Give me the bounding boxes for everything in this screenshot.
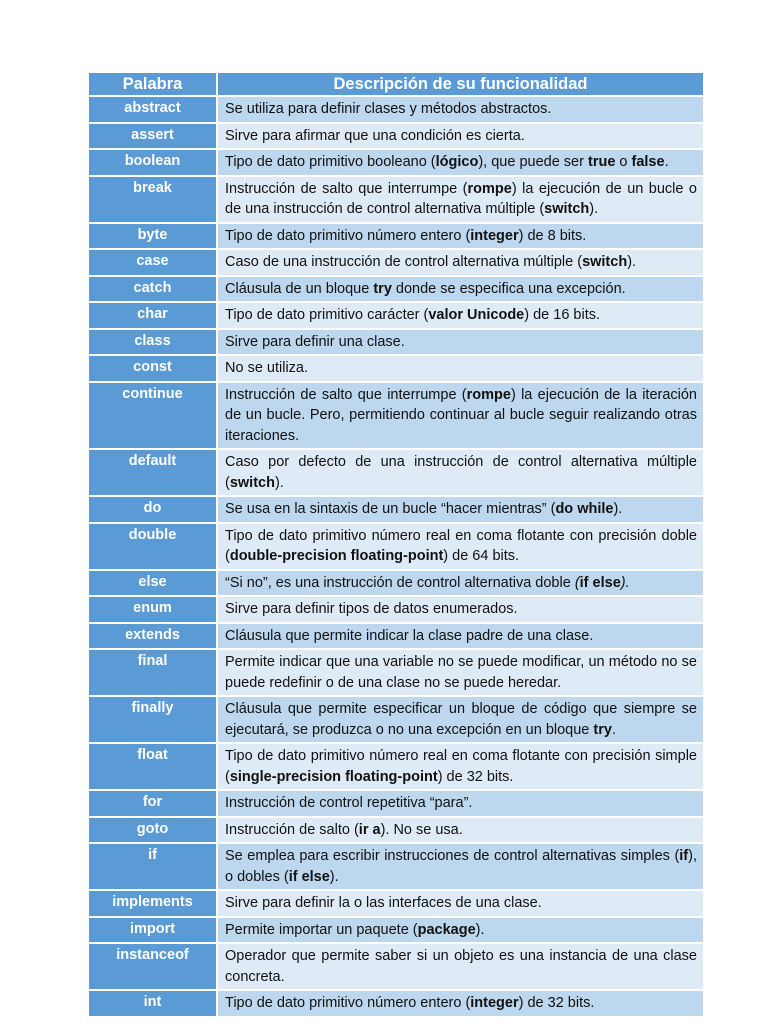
description-text: Permite importar un paquete ( [225, 921, 418, 938]
description-text: Tipo de dato primitivo número real en coma flotante con precisión simple ( [225, 748, 697, 785]
keyword-cell: enum [89, 596, 217, 623]
description-italic: ( [574, 574, 580, 591]
table-row [89, 96, 703, 123]
description-cell [217, 355, 703, 382]
table-row [89, 382, 703, 450]
description-text: ) de 64 bits. [443, 548, 520, 564]
table-row [89, 623, 703, 650]
description-emphasis: do while [555, 501, 614, 517]
description-text: . [611, 721, 616, 738]
description-text: ) de 16 bits. [524, 307, 601, 323]
description-text: Tipo de dato primitivo número entero ( [225, 995, 471, 1011]
description-text: ). [274, 474, 284, 491]
description-cell [217, 302, 703, 329]
description-cell [217, 990, 703, 1017]
description-text: Caso por defecto de una instrucción de control alternativa múltiple ( [225, 454, 697, 491]
table-row [89, 943, 703, 990]
description-cell [217, 382, 703, 450]
description-cell [217, 276, 703, 303]
keyword-cell: if [89, 843, 217, 890]
keyword-cell: case [89, 249, 217, 276]
description-text: Cláusula que permite indicar la clase padre de una clase. [225, 627, 594, 644]
description-text: ). No se usa. [380, 821, 463, 838]
description-emphasis: package [417, 921, 476, 938]
table-row [89, 649, 703, 696]
description-cell [217, 623, 703, 650]
description-cell [217, 817, 703, 844]
keyword-cell: default [89, 449, 217, 496]
keyword-cell: catch [89, 276, 217, 303]
description-text: ). [475, 921, 485, 938]
description-text: ) de 32 bits. [518, 995, 595, 1011]
keyword-cell: do [89, 496, 217, 523]
description-cell [217, 649, 703, 696]
description-cell [217, 596, 703, 623]
description-text: Tipo de dato primitivo número real en coma flotante con precisión doble ( [225, 527, 697, 564]
description-cell [217, 449, 703, 496]
description-cell [217, 149, 703, 176]
description-text: Instrucción de salto ( [225, 821, 359, 838]
description-emphasis: rompe [466, 386, 511, 403]
keyword-cell: boolean [89, 149, 217, 176]
description-text: Se utiliza para definir clases y métodos abstractos. [225, 101, 552, 117]
description-emphasis: integer [470, 995, 519, 1011]
description-italic: ). [620, 574, 630, 591]
java-keywords-table [89, 73, 703, 1018]
keyword-cell: continue [89, 382, 217, 450]
description-cell [217, 329, 703, 356]
description-text: Cláusula que permite especificar un bloque de código que siempre se ejecutará, se produzca o no una excepción en un bloque [225, 701, 697, 738]
description-text: Sirve para definir una clase. [225, 333, 405, 350]
description-emphasis: try [373, 280, 392, 297]
table-row [89, 329, 703, 356]
table-row [89, 696, 703, 743]
description-text: “Si no”, es una instrucción de control alternativa doble [225, 574, 575, 591]
description-text: Sirve para definir tipos de datos enumerados. [225, 601, 518, 617]
description-emphasis: switch [582, 254, 628, 270]
keyword-cell: else [89, 570, 217, 597]
description-emphasis: single-precision floating-point [229, 768, 438, 785]
table-row [89, 790, 703, 817]
description-emphasis: rompe [467, 180, 512, 197]
description-text: o [615, 154, 632, 170]
description-cell [217, 96, 703, 123]
table-row [89, 743, 703, 790]
keyword-cell: const [89, 355, 217, 382]
description-text: ) de 8 bits. [518, 227, 587, 244]
description-text: . [664, 154, 669, 170]
table-header-row [89, 73, 703, 96]
description-cell [217, 523, 703, 570]
description-text: ), o dobles ( [225, 848, 697, 885]
table-row [89, 596, 703, 623]
description-text: Se emplea para escribir instrucciones de control alternativas simples ( [225, 848, 680, 864]
description-emphasis: double-precision floating-point [229, 548, 444, 564]
description-text: Tipo de dato primitivo número entero ( [225, 227, 471, 244]
description-emphasis: if else [288, 868, 330, 885]
keyword-cell: finally [89, 696, 217, 743]
description-cell [217, 249, 703, 276]
description-text: Tipo de dato primitivo carácter ( [225, 307, 429, 323]
description-emphasis: lógico [435, 154, 479, 170]
column-header-keyword: Palabra [89, 73, 217, 96]
table-row [89, 843, 703, 890]
keyword-cell: assert [89, 123, 217, 150]
keyword-cell: goto [89, 817, 217, 844]
description-text: Cláusula de un bloque [225, 280, 374, 297]
description-cell [217, 176, 703, 223]
table-row [89, 176, 703, 223]
description-text: Se usa en la sintaxis de un bucle “hacer mientras” ( [225, 501, 556, 517]
keyword-cell: extends [89, 623, 217, 650]
keyword-cell: implements [89, 890, 217, 917]
description-text: ). [613, 501, 623, 517]
description-text: Permite indicar que una variable no se puede modificar, un método no se puede redefinir o de una clase no se puede heredar. [225, 654, 697, 691]
description-emphasis: integer [470, 227, 519, 244]
keyword-cell: float [89, 743, 217, 790]
description-cell [217, 496, 703, 523]
keyword-cell: char [89, 302, 217, 329]
description-text: Sirve para afirmar que una condición es cierta. [225, 127, 525, 144]
description-cell [217, 223, 703, 250]
description-emphasis: true [587, 154, 616, 170]
table-row [89, 223, 703, 250]
table-row [89, 496, 703, 523]
table-body [89, 96, 703, 1017]
description-text: ) de 32 bits. [437, 768, 514, 785]
description-emphasis: switch [229, 474, 275, 491]
column-header-description: Descripción de su funcionalidad [217, 73, 703, 96]
keyword-cell: class [89, 329, 217, 356]
description-text: Instrucción de salto que interrumpe ( [225, 180, 468, 197]
table-row [89, 449, 703, 496]
keyword-cell: byte [89, 223, 217, 250]
description-text: donde se especifica una excepción. [391, 280, 626, 297]
keyword-cell: for [89, 790, 217, 817]
description-emphasis: false [631, 154, 665, 170]
table-row [89, 249, 703, 276]
table-row [89, 917, 703, 944]
description-emphasis: try [593, 721, 612, 738]
keyword-cell: int [89, 990, 217, 1017]
keyword-cell: abstract [89, 96, 217, 123]
table-row [89, 302, 703, 329]
description-emphasis: valor Unicode [428, 307, 525, 323]
description-text: ) la ejecución de un bucle o de una instrucción de control alternativa múltiple ( [225, 180, 697, 217]
table-row [89, 523, 703, 570]
description-text: Instrucción de salto que interrumpe ( [225, 386, 467, 403]
description-text: ). [329, 868, 339, 885]
description-text: ). [589, 201, 599, 217]
description-emphasis: switch [544, 201, 590, 217]
description-cell [217, 917, 703, 944]
description-cell [217, 570, 703, 597]
keyword-cell: break [89, 176, 217, 223]
keyword-cell: double [89, 523, 217, 570]
description-text: Sirve para definir la o las interfaces de una clase. [225, 895, 542, 911]
description-text: Caso de una instrucción de control alternativa múltiple ( [225, 254, 583, 270]
table-row [89, 276, 703, 303]
description-text: ), que puede ser [478, 154, 588, 170]
description-text: Tipo de dato primitivo booleano ( [225, 154, 436, 170]
description-emphasis: if else [579, 574, 621, 591]
table-row [89, 817, 703, 844]
keyword-cell: final [89, 649, 217, 696]
table-row [89, 355, 703, 382]
table-row [89, 570, 703, 597]
table-row [89, 123, 703, 150]
description-cell [217, 943, 703, 990]
table-row [89, 890, 703, 917]
description-text: ). [627, 254, 637, 270]
description-cell [217, 890, 703, 917]
description-cell [217, 123, 703, 150]
description-cell [217, 790, 703, 817]
description-emphasis: if [679, 848, 689, 864]
description-emphasis: ir a [358, 821, 381, 838]
description-cell [217, 696, 703, 743]
table-row [89, 990, 703, 1017]
description-text: Instrucción de control repetitiva “para”. [225, 795, 473, 811]
keyword-cell: instanceof [89, 943, 217, 990]
description-text: ) la ejecución de la iteración de un bucle. Pero, permitiendo continuar al bucle seguir realizando otras iteraciones. [225, 386, 697, 444]
description-cell [217, 743, 703, 790]
table-row [89, 149, 703, 176]
description-cell [217, 843, 703, 890]
description-text: No se utiliza. [225, 360, 309, 376]
description-text: Operador que permite saber si un objeto es una instancia de una clase concreta. [225, 948, 697, 985]
keyword-cell: import [89, 917, 217, 944]
